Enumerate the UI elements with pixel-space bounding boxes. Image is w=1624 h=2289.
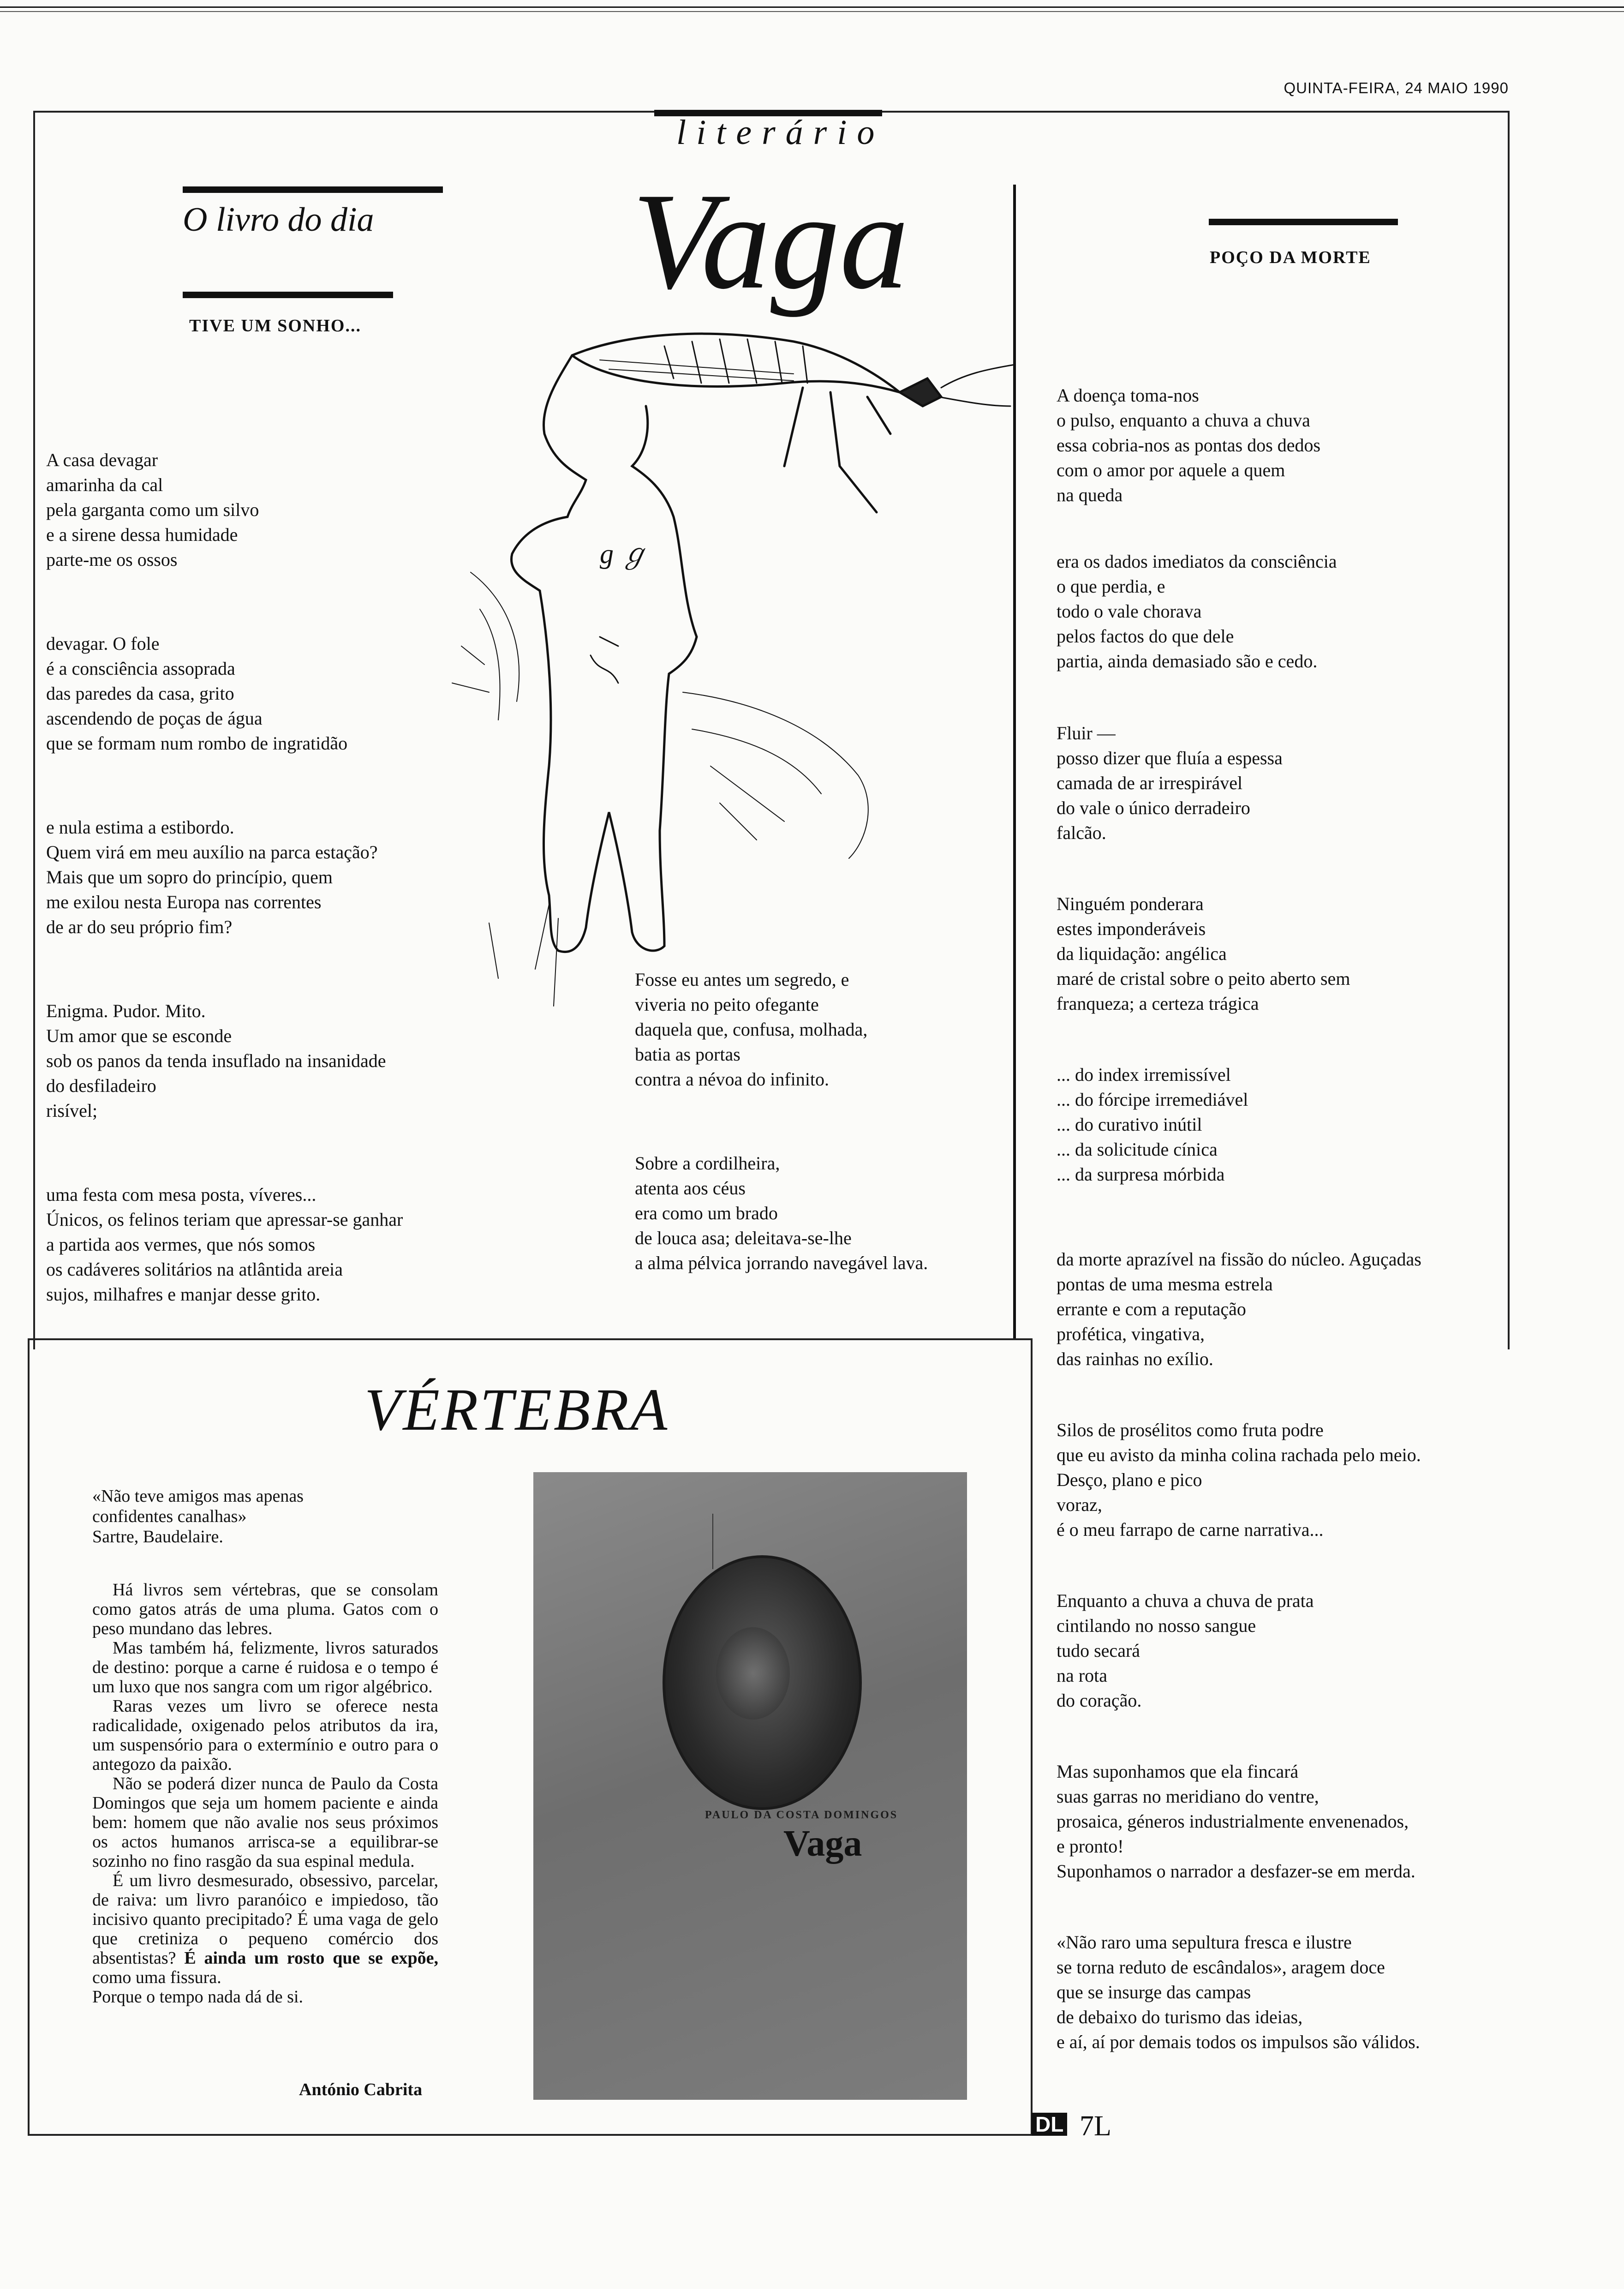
dateline: QUINTA-FEIRA, 24 MAIO 1990 [1284, 79, 1509, 96]
poco-da-morte-heading: POÇO DA MORTE [1210, 248, 1371, 267]
column-divider [1013, 185, 1016, 1338]
review-paragraph: Não se poderá dizer nunca de Paulo da Costa Domingos que seja um homem paciente e ainda bem: homem que não avalie nos seus próximos os actos humanos arrisca-se a equilibrar-se sozinho no fino rasgão da sua espinal medula. [92, 1774, 438, 1871]
left-stanza: Enigma. Pudor. Mito. Um amor que se esconde sob os panos da tenda insuflado na insanidade do desfiladeiro risível; [46, 1001, 386, 1121]
top-rule-2 [0, 11, 1624, 12]
middle-poem [635, 967, 985, 1304]
vertebra-review [92, 1580, 438, 2007]
left-poem [46, 448, 489, 1336]
livro-subheading: TIVE UM SONHO... [189, 316, 361, 336]
poco-rule [1209, 219, 1398, 225]
publication-logo: DL [1032, 2113, 1067, 2136]
right-stanza: «Não raro uma sepultura fresca e ilustre se torna reduto de escândalos», aragem doce que se insurge das campas de debaixo do turismo das ideias, e aí, aí por demais todos os impulsos são válidos. [1057, 1932, 1420, 2052]
right-stanza: Silos de prosélitos como fruta podre que eu avisto da minha colina rachada pelo meio. Desço, plano e pico voraz, é o meu farrapo de carne narrativa... [1057, 1420, 1421, 1540]
review-paragraph-last [92, 1871, 438, 1987]
left-stanza: e nula estima a estibordo. Quem virá em meu auxílio na parca estação? Mais que um sopro do princípio, quem me exilou nesta Europa nas correntes de ar do seu próprio fim? [46, 817, 378, 937]
portrait-face [716, 1627, 790, 1720]
right-poem [1057, 383, 1527, 2083]
review-closing: Porque o tempo nada dá de si. [92, 1987, 303, 2007]
review-bold-phrase: É ainda um rosto que se expõe, [184, 1948, 438, 1968]
review-paragraph: Raras vezes um livro se oferece nesta radicalidade, oxigenado pelos atributos da ira, um suspensório para o extermínio e outro para o antegozo da paixão. [92, 1696, 438, 1774]
livro-rule-top [183, 186, 443, 193]
livro-do-dia-heading: O livro do dia [183, 201, 374, 239]
review-paragraph: Mas também há, felizmente, livros saturados de destino: porque a carne é ruidosa e o tempo é um luxo que nos sangra com um rigor algébrico. [92, 1638, 438, 1696]
left-stanza: A casa devagar amarinha da cal pela garganta como um silvo e a sirene dessa humidade parte-me os ossos [46, 449, 259, 570]
right-stanza: da morte aprazível na fissão do núcleo. Aguçadas pontas de uma mesma estrela errante e com a reputação profética, vingativa, das rainhas no exílio. [1057, 1249, 1421, 1369]
right-stanza: A doença toma-nos o pulso, enquanto a chuva a chuva essa cobria-nos as pontas dos dedos com o amor por aquele a quem na queda [1057, 385, 1321, 505]
cover-mark [712, 1514, 713, 1569]
right-stanza: ... do index irremissível ... do fórcipe irremediável ... do curativo inútil ... da solicitude cínica ... da surpresa mórbida [1057, 1064, 1248, 1185]
cover-title: Vaga [783, 1823, 862, 1864]
middle-stanza: Fosse eu antes um segredo, e viveria no peito ofegante daquela que, confusa, molhada, batia as portas contra a névoa do infinito. [635, 969, 868, 1090]
right-stanza: Enquanto a chuva a chuva de prata cintilando no nosso sangue tudo secará na rota do coração. [1057, 1590, 1314, 1711]
page-number: 7L [1080, 2110, 1111, 2142]
cover-author: PAULO DA COSTA DOMINGOS [705, 1809, 898, 1821]
review-paragraph: Há livros sem vértebras, que se consolam como gatos atrás de uma pluma. Gatos com o peso mundano das lebres. [92, 1580, 438, 1638]
top-rule [0, 6, 1624, 8]
review-author: António Cabrita [299, 2080, 423, 2099]
illustration-figure-insect [434, 314, 1015, 1015]
livro-rule-bottom [183, 292, 393, 298]
section-kicker: literário [676, 113, 885, 152]
left-stanza: uma festa com mesa posta, víveres... Únicos, os felinos teriam que apressar-se ganhar a partida aos vermes, que nós somos os cadáveres solitários na atlântida areia sujos, milhafres e manjar desse grito. [46, 1184, 403, 1305]
right-stanza: Ninguém ponderara estes imponderáveis da liquidação: angélica maré de cristal sobre o peito aberto sem franqueza; a certeza trágica [1057, 893, 1350, 1014]
right-stanza: Fluir — posso dizer que fluía a espessa camada de ar irrespirável do vale o único derradeiro falcão. [1057, 723, 1283, 843]
review-paragraph-text: É um livro desmesurado, obsessivo, parcelar, de raiva: um livro paranóico e impiedoso, tão incisivo quanto precipitado? É uma vaga de gelo que cretiniza o pequeno comércio dos absentistas? [92, 1871, 438, 1968]
book-cover [533, 1472, 967, 2100]
vertebra-title: VÉRTEBRA [364, 1377, 669, 1443]
left-stanza: devagar. O fole é a consciência assoprada das paredes da casa, grito ascendendo de poças de água que se formam num rombo de ingratidão [46, 633, 348, 754]
right-stanza: era os dados imediatos da consciência o que perdia, e todo o vale chorava pelos factos do que dele partia, ainda demasiado são e cedo. [1057, 551, 1337, 671]
middle-stanza: Sobre a cordilheira, atenta aos céus era como um brado de louca asa; deleitava-se-lhe a alma pélvica jorrando navegável lava. [635, 1153, 928, 1273]
review-tail: como uma fissura. [92, 1968, 221, 1987]
svg-text:g ℊ: g ℊ [600, 539, 648, 569]
vertebra-epigraph: «Não teve amigos mas apenas confidentes canalhas» Sartre, Baudelaire. [92, 1486, 304, 1546]
section-title: Vaga [632, 164, 909, 318]
cover-oval-portrait [663, 1555, 862, 1810]
right-stanza: Mas suponhamos que ela fincará suas garras no meridiano do ventre, prosaica, géneros industrialmente envenenados, e pronto! Suponhamos o narrador a desfazer-se em merda. [1057, 1761, 1415, 1882]
